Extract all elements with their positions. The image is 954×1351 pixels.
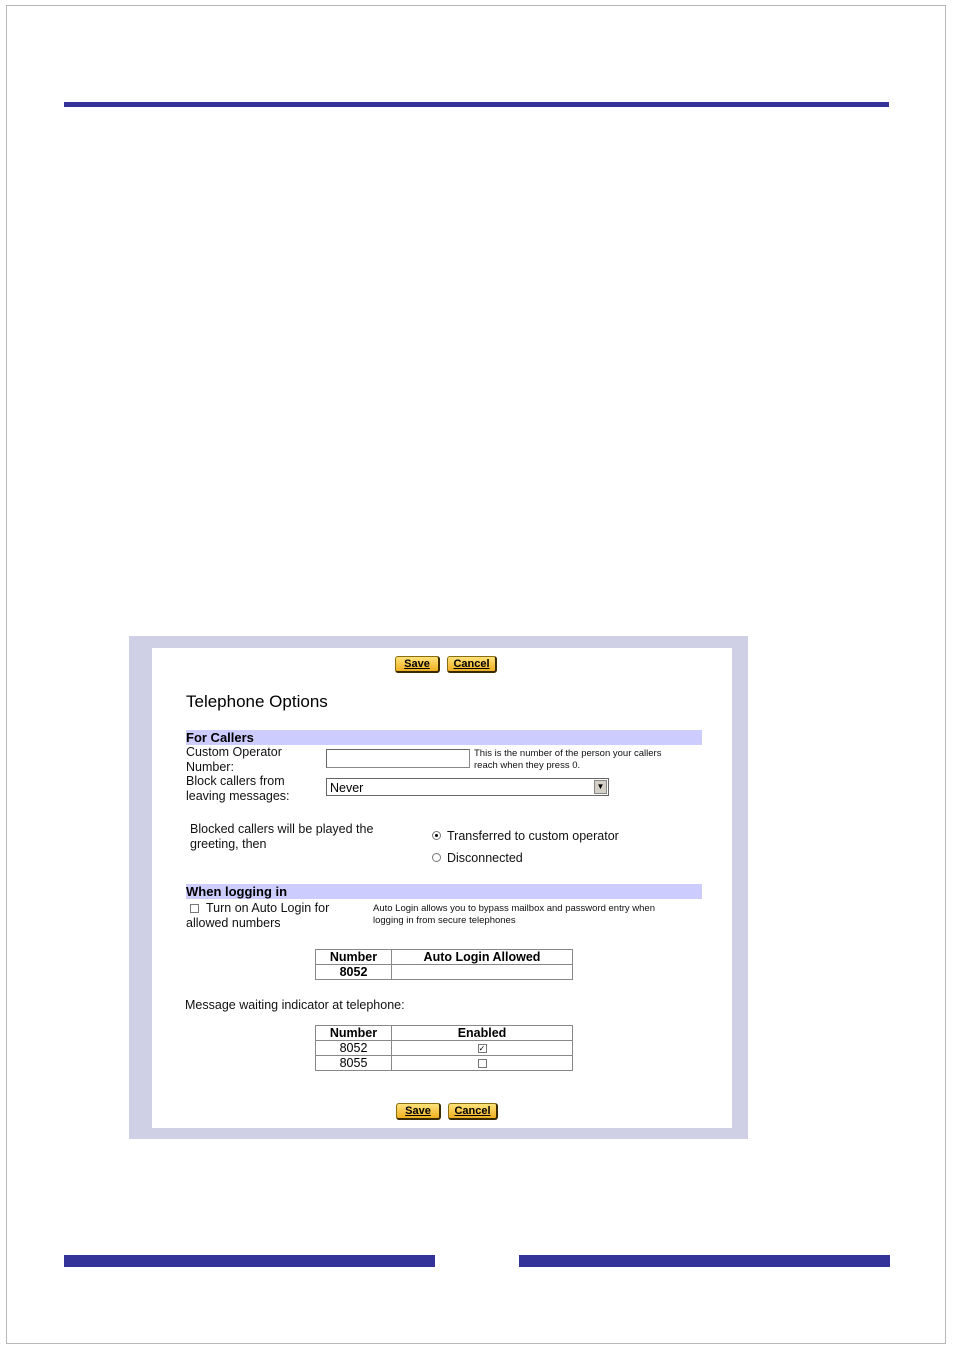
auto-login-table: [315, 949, 573, 980]
mwi-label: Message waiting indicator at telephone:: [185, 998, 405, 1012]
custom-operator-help-line2: reach when they press 0.: [474, 760, 581, 771]
column-header-number: Number: [316, 1026, 392, 1041]
auto-login-checkbox[interactable]: [190, 904, 199, 913]
auto-login-help-line2: logging in from secure telephones: [373, 915, 516, 926]
table-cell-auto-login: [392, 965, 573, 980]
block-callers-select[interactable]: [326, 778, 609, 796]
blocked-callers-text-line1: Blocked callers will be played the: [190, 822, 374, 836]
block-callers-label-line1: Block callers from: [186, 774, 285, 788]
custom-operator-label-line2: Number:: [186, 760, 234, 774]
column-header-enabled: Enabled: [392, 1026, 573, 1041]
blocked-callers-text-line2: greeting, then: [190, 837, 267, 851]
table-row: [316, 1041, 573, 1056]
table-row: [316, 1056, 573, 1071]
when-logging-in-heading: When logging in: [186, 884, 702, 899]
page-title: Telephone Options: [186, 692, 328, 711]
table-cell-enabled: [392, 1056, 573, 1071]
mwi-checkbox-8055[interactable]: [478, 1059, 487, 1068]
cancel-button-top[interactable]: Cancel: [447, 656, 497, 673]
header-rule: [64, 102, 889, 107]
custom-operator-help-line1: This is the number of the person your callers: [474, 748, 662, 759]
auto-login-help-line1: Auto Login allows you to bypass mailbox and password entry when: [373, 903, 655, 914]
block-callers-selected-value: Never: [330, 781, 364, 795]
block-callers-label-line2: leaving messages:: [186, 789, 290, 803]
for-callers-heading: For Callers: [186, 730, 702, 745]
save-button-bottom[interactable]: Save: [396, 1103, 441, 1120]
mwi-table: [315, 1025, 573, 1071]
footer-rule-left: [64, 1255, 435, 1267]
screenshot-frame: [129, 636, 748, 1139]
radio-transferred[interactable]: [432, 831, 441, 840]
custom-operator-input[interactable]: [326, 749, 470, 768]
table-row: [316, 965, 573, 980]
mwi-checkbox-8052[interactable]: ✓: [478, 1044, 486, 1054]
auto-login-label-line2: allowed numbers: [186, 916, 281, 930]
radio-disconnected[interactable]: [432, 853, 441, 862]
table-cell-number: 8052: [316, 965, 392, 980]
radio-disconnected-label: Disconnected: [447, 851, 523, 865]
auto-login-label-line1: Turn on Auto Login for: [206, 901, 330, 915]
column-header-number: Number: [316, 950, 392, 965]
custom-operator-label-line1: Custom Operator: [186, 745, 282, 759]
telephone-options-panel: [152, 648, 732, 1128]
dropdown-arrow-icon[interactable]: ▼: [594, 780, 607, 794]
column-header-auto-login: Auto Login Allowed: [392, 950, 573, 965]
footer-rule-right: [519, 1255, 890, 1267]
cancel-button-bottom[interactable]: Cancel: [448, 1103, 498, 1120]
save-button-top[interactable]: Save: [395, 656, 440, 673]
table-cell-number: 8052: [316, 1041, 392, 1056]
table-cell-number: 8055: [316, 1056, 392, 1071]
radio-transferred-label: Transferred to custom operator: [447, 829, 619, 843]
table-cell-enabled: [392, 1041, 573, 1056]
